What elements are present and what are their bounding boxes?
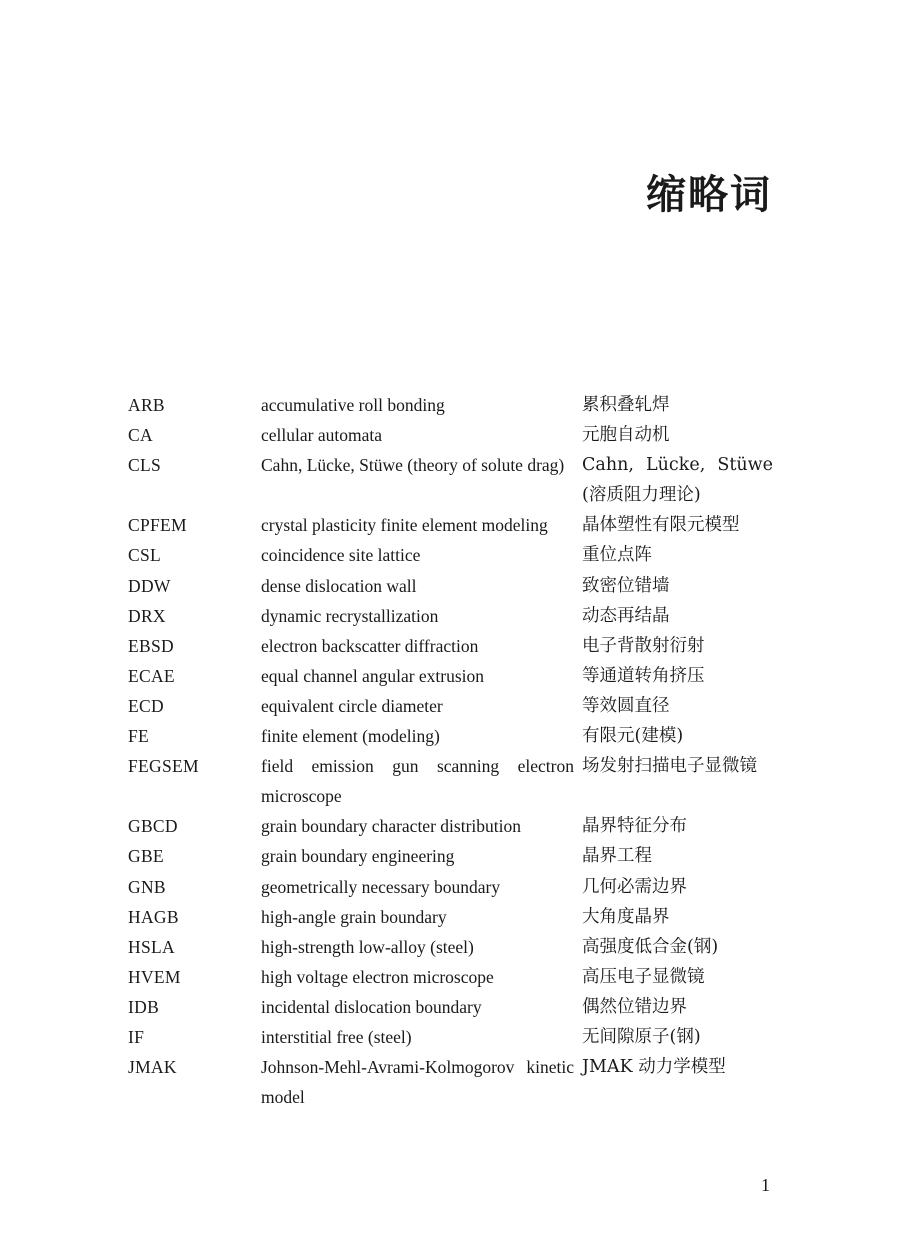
abbreviation: FE (128, 726, 150, 747)
abbreviation-entry (128, 872, 773, 902)
abbreviation: EBSD (128, 635, 174, 656)
abbreviation-entry (128, 811, 773, 841)
chinese-term: 高强度低合金(钢) (582, 936, 719, 957)
abbreviation-entry (128, 1022, 773, 1052)
abbreviation: ECD (128, 695, 164, 716)
chinese-term: 高压电子显微镜 (582, 966, 705, 987)
abbreviation: CPFEM (128, 515, 187, 536)
abbreviation-entry (128, 631, 773, 661)
chinese-term: 等效圆直径 (582, 695, 670, 716)
english-term: equal channel angular extrusion (261, 665, 485, 686)
abbreviation-entry (128, 841, 773, 871)
abbreviation-entry (128, 721, 773, 751)
abbreviation: DDW (128, 575, 171, 596)
english-term: finite element (modeling) (261, 726, 440, 747)
english-term: grain boundary character distribution (261, 816, 521, 837)
english-term: high-strength low-alloy (steel) (261, 936, 474, 957)
chinese-term: 有限元(建模) (582, 726, 684, 747)
chinese-term: 动态再结晶 (582, 605, 670, 626)
abbreviation-entry (128, 902, 773, 932)
english-term: dynamic recrystallization (261, 605, 439, 626)
abbreviation: DRX (128, 605, 166, 626)
abbreviation: CLS (128, 455, 161, 476)
abbreviation: IF (128, 1026, 145, 1047)
chinese-term: 偶然位错边界 (582, 996, 687, 1017)
chinese-term: 元胞自动机 (582, 425, 670, 446)
abbreviation: ECAE (128, 665, 175, 686)
abbreviation: ARB (128, 395, 165, 415)
chinese-term: 重位点阵 (582, 545, 652, 566)
abbreviation-entry (128, 661, 773, 691)
abbreviation: HSLA (128, 936, 175, 957)
abbreviation: HAGB (128, 906, 179, 927)
abbreviation-entry (128, 992, 773, 1022)
english-term: coincidence site lattice (261, 545, 421, 566)
chinese-term: 晶体塑性有限元模型 (582, 515, 740, 536)
abbreviation: GBE (128, 846, 164, 867)
chinese-term: 几何必需边界 (582, 876, 687, 897)
abbreviation-entry (128, 540, 773, 570)
abbreviation-entry (128, 390, 773, 420)
abbreviation-entry (128, 571, 773, 601)
abbreviation: JMAK (128, 1057, 177, 1078)
chinese-term: 无间隙原子(钢) (582, 1026, 701, 1047)
abbreviation-entry (128, 510, 773, 540)
abbreviation: GBCD (128, 816, 178, 837)
english-term: grain boundary engineering (261, 846, 455, 867)
page-number: 1 (761, 1175, 770, 1195)
page-title: 缩略词 (646, 170, 772, 218)
abbreviation: CA (128, 425, 153, 446)
chinese-term: 场发射扫描电子显微镜 (582, 756, 757, 777)
abbreviation-entry (128, 691, 773, 721)
abbreviation: CSL (128, 545, 161, 566)
english-term: accumulative roll bonding (261, 395, 445, 415)
abbreviation-entry (128, 932, 773, 962)
english-term: field emission gun scanning electron microscope (261, 756, 574, 807)
abbreviation: GNB (128, 876, 166, 897)
english-term: Cahn, Lücke, Stüwe (theory of solute drag) (261, 455, 565, 476)
abbreviation-entry (128, 751, 773, 811)
english-term: Johnson-Mehl-Avrami-Kolmogorov kinetic model (261, 1057, 574, 1108)
abbreviation-entry (128, 601, 773, 631)
chinese-term: Cahn, Lücke, Stüwe (溶质阻力理论) (582, 455, 773, 506)
chinese-term: JMAK 动力学模型 (582, 1057, 726, 1078)
abbreviation: IDB (128, 996, 160, 1017)
chinese-term: 等通道转角挤压 (582, 665, 705, 686)
chinese-term: 晶界特征分布 (582, 816, 687, 837)
english-term: dense dislocation wall (261, 575, 417, 596)
abbreviation-entry (128, 962, 773, 992)
english-term: crystal plasticity finite element modeling (261, 515, 548, 536)
chinese-term: 累积叠轧焊 (582, 395, 670, 415)
abbreviation-entry (128, 420, 773, 450)
english-term: electron backscatter diffraction (261, 635, 479, 656)
abbreviation-list (128, 390, 773, 1112)
abbreviation: HVEM (128, 966, 181, 987)
chinese-term: 电子背散射衍射 (582, 635, 705, 656)
chinese-term: 致密位错墙 (582, 575, 670, 596)
english-term: geometrically necessary boundary (261, 876, 501, 897)
abbreviation-entry (128, 450, 773, 510)
abbreviation-entry (128, 1052, 773, 1112)
english-term: cellular automata (261, 425, 382, 446)
english-term: high-angle grain boundary (261, 906, 447, 927)
english-term: interstitial free (steel) (261, 1026, 412, 1047)
abbreviation: FEGSEM (128, 756, 199, 777)
chinese-term: 大角度晶界 (582, 906, 670, 927)
english-term: equivalent circle diameter (261, 695, 443, 716)
english-term: high voltage electron microscope (261, 966, 494, 987)
chinese-term: 晶界工程 (582, 846, 652, 867)
english-term: incidental dislocation boundary (261, 996, 482, 1017)
